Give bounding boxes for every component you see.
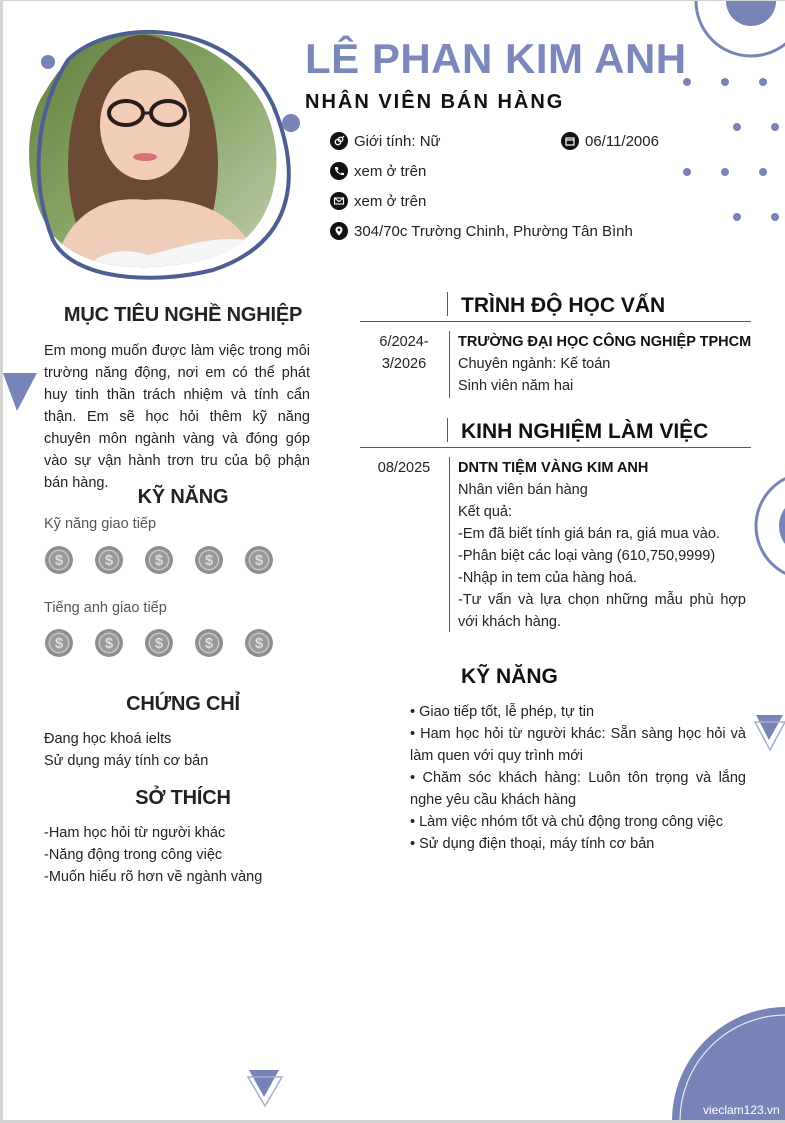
cv-page	[3, 1, 785, 1120]
experience-date: 08/2025	[377, 460, 431, 476]
skill-rating-english	[45, 629, 273, 657]
address-text: 304/70c Trường Chinh, Phường Tân Bình	[354, 222, 633, 240]
certificates-title: CHỨNG CHỈ	[126, 693, 240, 715]
divider	[449, 331, 450, 398]
skill-bullet: • Ham học hỏi từ người khác: Sẵn sàng học hỏi và làm quen với quy trình mới	[410, 726, 746, 764]
hobbies-title: SỞ THÍCH	[135, 787, 231, 809]
calendar-icon	[561, 132, 579, 150]
watermark-text: vieclam123.vn	[703, 1103, 780, 1117]
divider	[360, 321, 751, 322]
skill-label-english: Tiếng anh giao tiếp	[44, 600, 167, 616]
experience-line: Nhân viên bán hàng	[458, 482, 588, 498]
hobby-item: -Năng động trong công việc	[44, 847, 223, 863]
experience-line: -Nhập in tem của hàng hoá.	[458, 570, 637, 586]
dollar-coin-icon: $	[245, 546, 273, 574]
gender-text: Giới tính: Nữ	[354, 132, 441, 150]
experience-line: -Phân biệt các loại vàng (610,750,9999)	[458, 548, 716, 564]
objective-title: MỤC TIÊU NGHỀ NGHIỆP	[63, 304, 303, 326]
certificates-list	[44, 728, 208, 772]
dollar-coin-icon: $	[95, 629, 123, 657]
company-name: DNTN TIỆM VÀNG KIM ANH	[458, 460, 649, 476]
objective-text: Em mong muốn được làm việc trong môi trường năng động, nơi em có thể phát huy tinh thần trách nhiệm và tính cẩn thận. Em sẽ học hỏi thêm kỹ năng chuyên môn ngành vàng và đóng góp vào sự vận hành trơn tru của bộ phận bán hàng.	[44, 343, 310, 491]
email-text: xem ở trên	[354, 192, 427, 210]
education-line: Sinh viên năm hai	[458, 378, 574, 394]
skill-label-communication: Kỹ năng giao tiếp	[44, 516, 157, 532]
decorative-circle-top-icon	[691, 1, 785, 61]
decorative-triangle-left-icon	[3, 373, 39, 413]
dollar-coin-icon: $	[195, 546, 223, 574]
skill-bullet: • Giao tiếp tốt, lễ phép, tự tin	[410, 704, 595, 720]
right-skills-list	[410, 701, 746, 855]
decorative-triangle-bottom-icon	[246, 1067, 286, 1109]
contact-birthday	[561, 132, 659, 150]
education-dates: 6/2024- 3/2026	[379, 334, 429, 372]
contact-email	[330, 192, 426, 210]
divider	[449, 457, 450, 632]
candidate-name: LÊ PHAN KIM ANH	[305, 35, 687, 82]
certificate-item: Sử dụng máy tính cơ bản	[44, 753, 209, 769]
divider	[360, 447, 751, 448]
experience-title: KINH NGHIỆM LÀM VIỆC	[461, 420, 709, 443]
experience-line: -Tư vấn và lựa chọn những mẫu phù hợp với khách hàng.	[458, 592, 746, 630]
divider	[447, 292, 448, 316]
hobby-item: -Muốn hiểu rõ hơn về ngành vàng	[44, 869, 263, 885]
decorative-circle-right-icon	[751, 469, 785, 589]
contact-phone	[330, 162, 426, 180]
dollar-coin-icon: $	[145, 629, 173, 657]
hobby-item: -Ham học hỏi từ người khác	[44, 825, 226, 841]
skill-bullet: • Làm việc nhóm tốt và chủ động trong công việc	[410, 814, 723, 830]
contact-gender	[330, 132, 441, 150]
experience-entry	[458, 457, 746, 633]
decorative-dots-icon	[673, 71, 785, 231]
skill-bullet: • Chăm sóc khách hàng: Luôn tôn trọng và lắng nghe yêu cầu khách hàng	[410, 770, 746, 808]
decorative-triangle-right-icon	[753, 712, 785, 752]
gender-icon	[330, 132, 348, 150]
right-skills-title: KỸ NĂNG	[461, 665, 558, 688]
skill-bullet: • Sử dụng điện thoại, máy tính cơ bản	[410, 836, 655, 852]
phone-text: xem ở trên	[354, 162, 427, 180]
profile-photo	[23, 15, 303, 280]
dollar-coin-icon: $	[45, 629, 73, 657]
education-title: TRÌNH ĐỘ HỌC VẤN	[461, 294, 666, 317]
hobbies-list	[44, 822, 262, 888]
mail-icon	[330, 192, 348, 210]
dollar-coin-icon: $	[195, 629, 223, 657]
dollar-coin-icon: $	[245, 629, 273, 657]
left-skills-title: KỸ NĂNG	[137, 486, 229, 508]
birthday-text: 06/11/2006	[585, 132, 659, 150]
dollar-coin-icon: $	[145, 546, 173, 574]
divider	[447, 418, 448, 442]
dollar-coin-icon: $	[95, 546, 123, 574]
experience-line: Kết quả:	[458, 504, 513, 520]
education-line: Chuyên ngành: Kế toán	[458, 356, 611, 372]
school-name: TRƯỜNG ĐẠI HỌC CÔNG NGHIỆP TPHCM	[458, 334, 752, 350]
experience-line: -Em đã biết tính giá bán ra, giá mua vào.	[458, 526, 720, 542]
education-entry	[458, 331, 752, 397]
job-title: NHÂN VIÊN BÁN HÀNG	[305, 91, 565, 113]
phone-icon	[330, 162, 348, 180]
dollar-coin-icon: $	[45, 546, 73, 574]
location-pin-icon	[330, 222, 348, 240]
contact-address	[330, 222, 633, 240]
certificate-item: Đang học khoá ielts	[44, 731, 172, 747]
skill-rating-communication	[45, 546, 273, 574]
